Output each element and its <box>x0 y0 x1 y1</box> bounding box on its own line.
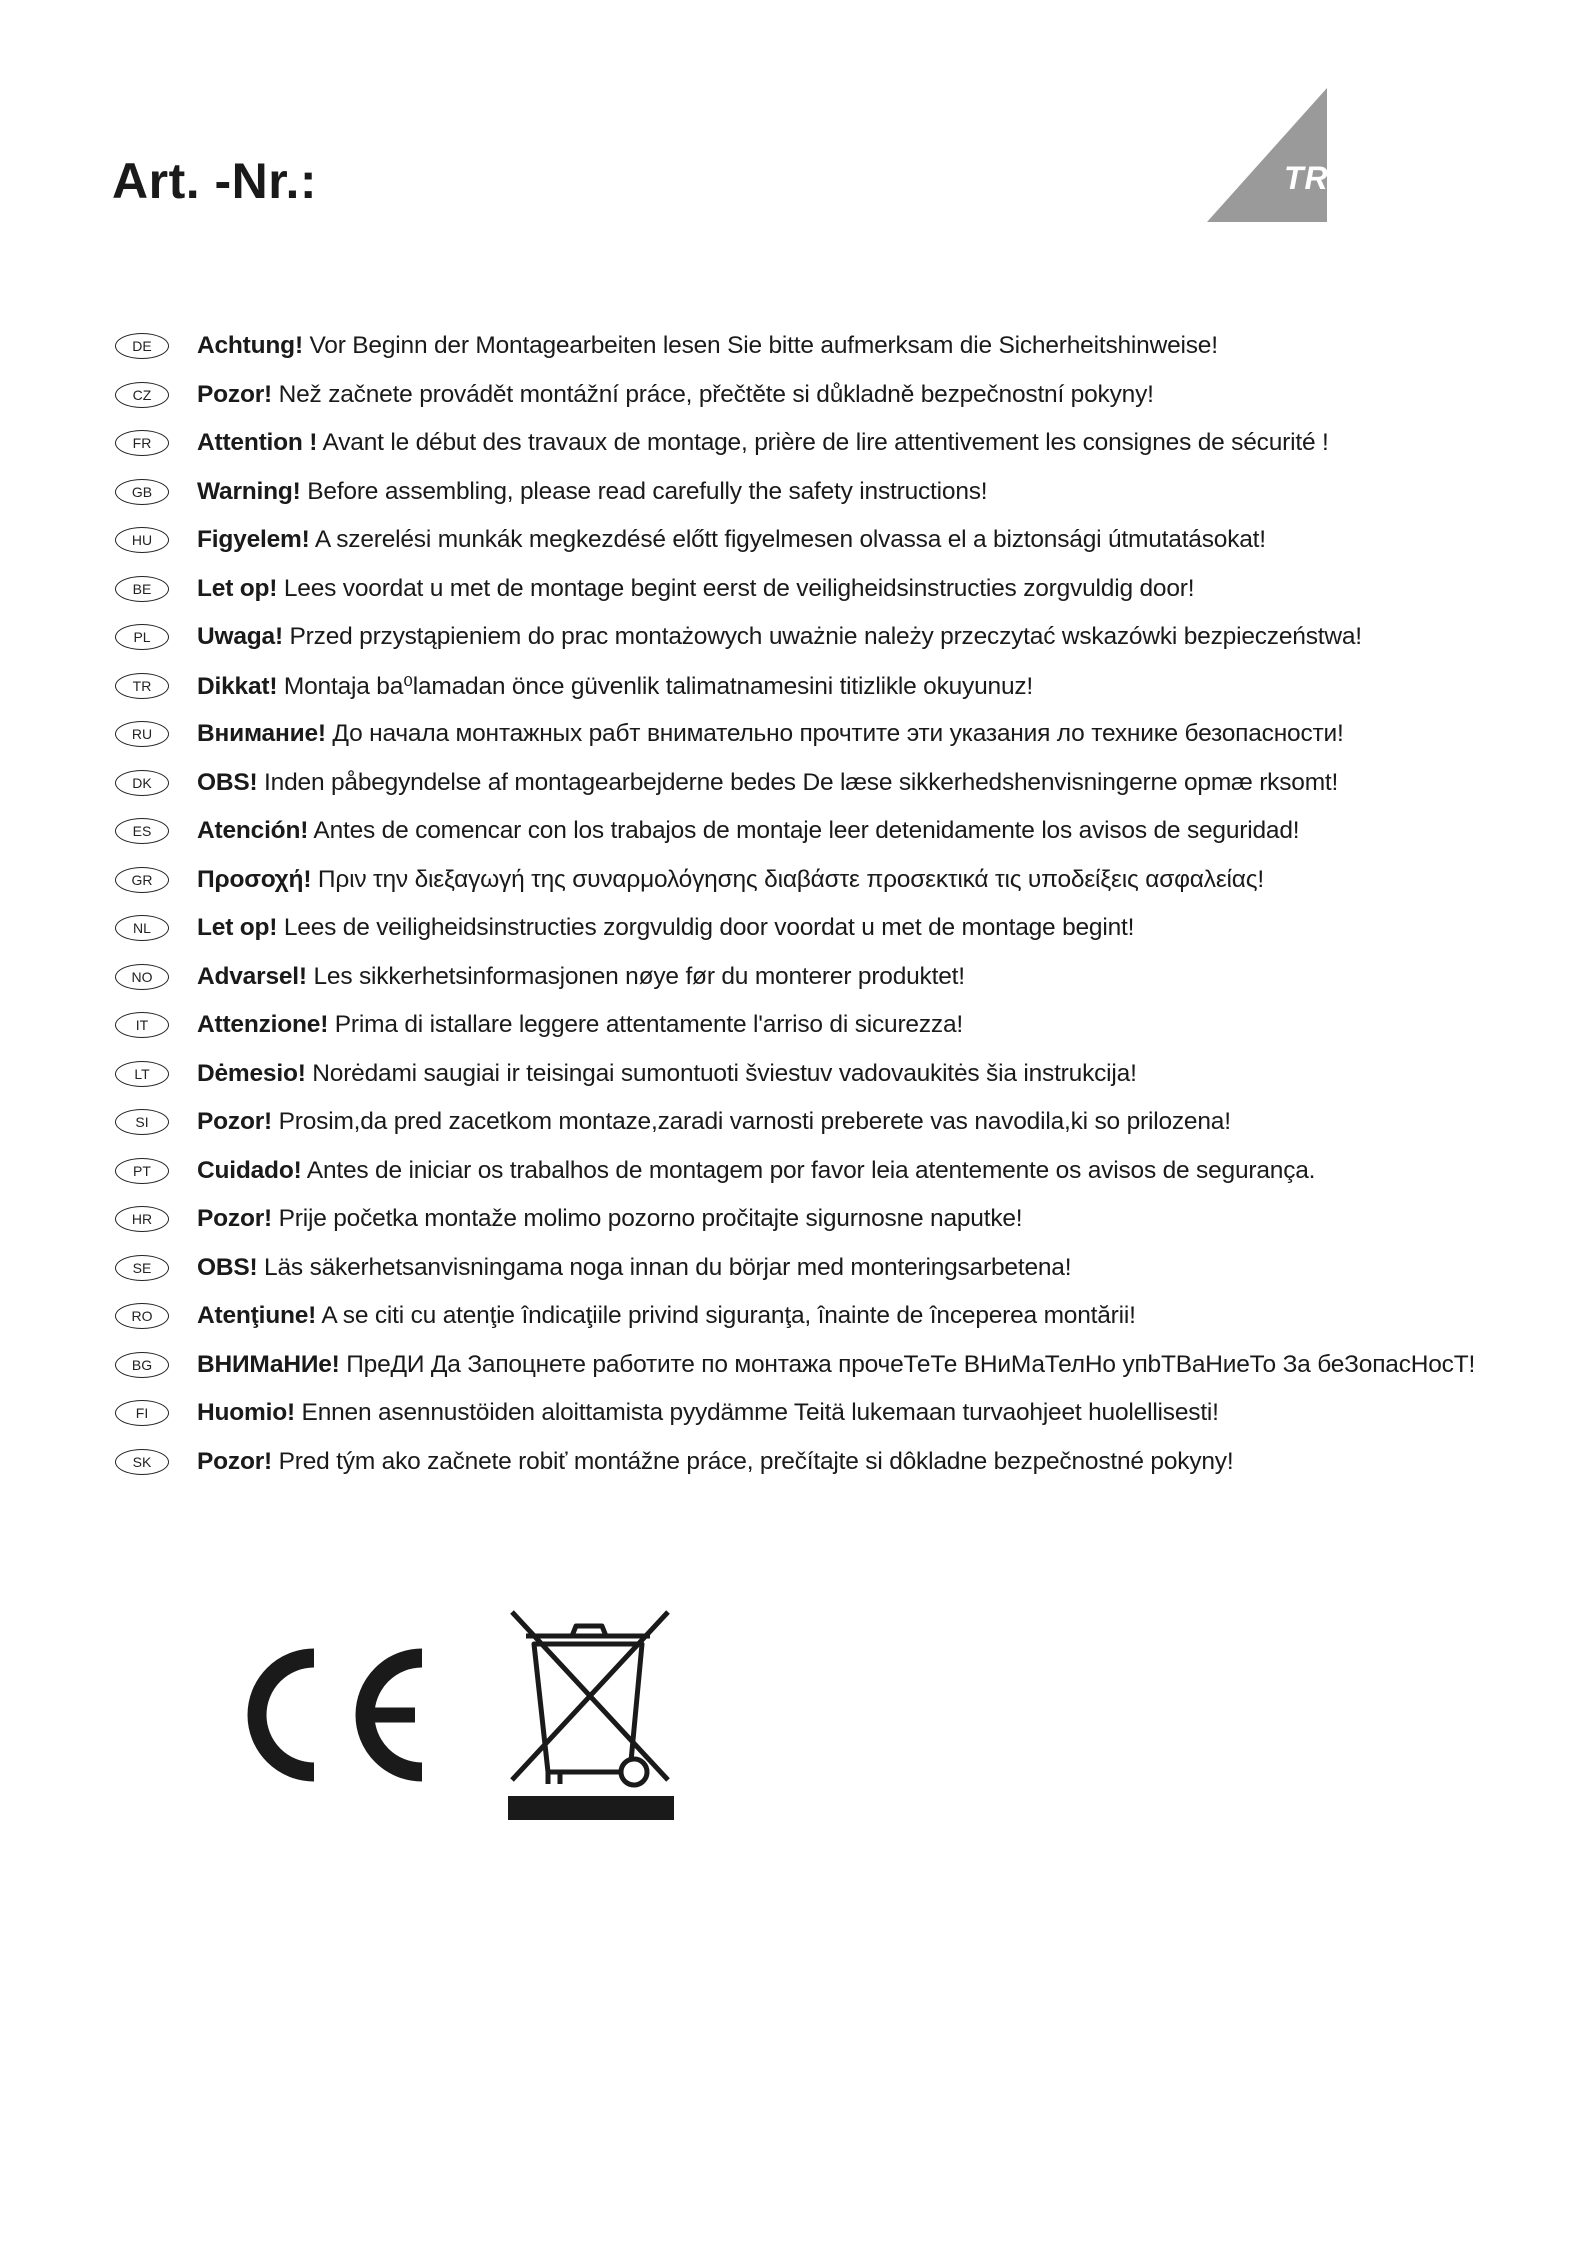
warning-body: Norėdami saugiai ir teisingai sumontuoti šviestuv vadovaukitės šia instrukcija! <box>305 1059 1137 1087</box>
warning-body: Pred tým ako začnete robiť montážne práce, prečítajte si dôkladne bezpečnostné pokyny! <box>272 1447 1234 1475</box>
warning-heading: Внимание! <box>197 720 326 748</box>
warning-body: Prije početka montaže molimo pozorno pročitajte sigurnosne naputke! <box>272 1205 1023 1233</box>
warning-heading: Atenţiune! <box>197 1302 317 1330</box>
warning-heading: Achtung! <box>197 332 303 360</box>
warning-row-lt <box>115 1050 1475 1099</box>
warning-heading: Let op! <box>197 914 278 942</box>
language-badge: HU <box>115 527 169 553</box>
warning-body: ПреДИ Да Запоцнете работите по монтажа прочеТеТе ВНиМаТелНо упbТВаНиеТо За беЗопасНосТ! <box>339 1350 1476 1378</box>
warning-row-gb <box>115 468 1475 517</box>
trio-triangle-icon <box>1205 86 1335 226</box>
language-badge: BE <box>115 576 169 602</box>
warning-text <box>197 1254 1071 1282</box>
warning-text <box>197 671 1033 701</box>
language-badge: FR <box>115 430 169 456</box>
language-badge: NL <box>115 915 169 941</box>
warning-body: Lees voordat u met de montage begint eerst de veiligheidsinstructies zorgvuldig door! <box>277 574 1195 602</box>
warning-body: Prima di istallare leggere attentamente l'arriso di sicurezza! <box>328 1011 963 1039</box>
warning-heading: Dėmesio! <box>197 1059 306 1087</box>
warning-row-bg <box>115 1341 1475 1390</box>
trio-logo <box>1205 86 1335 226</box>
warning-heading: Pozor! <box>197 380 273 408</box>
warning-text <box>197 1060 1137 1088</box>
warning-row-fr <box>115 419 1475 468</box>
warning-heading: Uwaga! <box>197 623 283 651</box>
warning-row-sk <box>115 1438 1475 1487</box>
warning-heading: Atención! <box>197 817 309 845</box>
warning-text <box>197 1108 1231 1136</box>
language-badge: GB <box>115 479 169 505</box>
warning-text <box>197 1205 1022 1233</box>
safety-warning-list <box>115 322 1475 1486</box>
warning-row-hr <box>115 1195 1475 1244</box>
brand-name: TRIO <box>1284 160 1365 196</box>
warning-heading: Dikkat! <box>197 672 278 700</box>
language-badge: TR <box>115 673 169 699</box>
warning-heading: Huomio! <box>197 1399 295 1427</box>
warning-body: A szerelési munkák megkezdésé előtt figyelmesen olvassa el a biztonsági útmutatásokat! <box>309 526 1266 554</box>
warning-body: Ennen asennustöiden aloittamista pyydämme Teitä lukemaan turvaohjeet huolellisesti! <box>294 1399 1219 1427</box>
language-badge: SK <box>115 1449 169 1475</box>
warning-body: Inden påbegyndelse af montagearbejderne bedes De læse sikkerhedshenvisningerne opmæ rksomt! <box>257 768 1339 796</box>
warning-heading: OBS! <box>197 1253 258 1281</box>
warning-text <box>197 817 1299 845</box>
warning-heading: Let op! <box>197 574 278 602</box>
warning-row-fi <box>115 1389 1475 1438</box>
warning-row-se <box>115 1244 1475 1293</box>
warning-heading: Advarsel! <box>197 962 307 990</box>
warning-heading: Figyelem! <box>197 526 310 554</box>
warning-body: Lees de veiligheidsinstructies zorgvuldig door voordat u met de montage begint! <box>277 914 1135 942</box>
warning-text <box>197 1302 1136 1330</box>
language-badge: DK <box>115 770 169 796</box>
language-badge: SI <box>115 1109 169 1135</box>
crossed-out-wheelie-bin-icon <box>508 1600 680 1822</box>
warning-row-it <box>115 1001 1475 1050</box>
warning-row-pl <box>115 613 1475 662</box>
warning-body: Montaja ba⁰lamadan önce güvenlik talimatnamesini titizlikle okuyunuz! <box>277 672 1034 700</box>
warning-text <box>197 769 1338 797</box>
warning-row-no <box>115 953 1475 1002</box>
warning-text <box>197 1157 1315 1185</box>
warning-body: Läs säkerhetsanvisningama noga innan du börjar med monteringsarbetena! <box>257 1253 1072 1281</box>
language-badge: PL <box>115 624 169 650</box>
warning-heading: Attention ! <box>197 429 318 457</box>
warning-text <box>197 1011 963 1039</box>
compliance-symbols <box>230 1600 690 1820</box>
warning-text <box>197 866 1264 894</box>
language-badge: BG <box>115 1352 169 1378</box>
warning-row-es <box>115 807 1475 856</box>
warning-body: Πριν την διεξαγωγή της συναρμολόγησης διαβάστε προσεκτικά τις υποδείξεις ασφαλείας! <box>311 865 1264 893</box>
warning-row-hu <box>115 516 1475 565</box>
warning-text <box>197 720 1344 748</box>
language-badge: DE <box>115 333 169 359</box>
language-badge: RO <box>115 1303 169 1329</box>
language-badge: LT <box>115 1061 169 1087</box>
ce-mark-icon <box>230 1640 435 1790</box>
warning-row-ro <box>115 1292 1475 1341</box>
warning-body: Prosim,da pred zacetkom montaze,zaradi varnosti preberete vas navodila,ki so prilozena! <box>272 1108 1231 1136</box>
warning-text <box>197 1399 1219 1427</box>
language-badge: IT <box>115 1012 169 1038</box>
warning-text <box>197 332 1218 360</box>
warning-body: До начала монтажных рабт внимательно прочтите эти указания ло технике безопасности! <box>325 720 1344 748</box>
warning-body: Before assembling, please read carefully the safety instructions! <box>300 477 988 505</box>
warning-heading: Attenzione! <box>197 1011 329 1039</box>
warning-row-nl <box>115 904 1475 953</box>
warning-heading: Warning! <box>197 477 301 505</box>
warning-text <box>197 1351 1475 1379</box>
warning-heading: Cuidado! <box>197 1156 302 1184</box>
warning-text <box>197 623 1362 651</box>
warning-row-cz <box>115 371 1475 420</box>
language-badge: RU <box>115 721 169 747</box>
warning-text <box>197 1448 1233 1476</box>
warning-heading: Προσοχή! <box>197 865 312 893</box>
warning-body: Než začnete provádět montážní práce, přečtěte si důkladně bezpečnostní pokyny! <box>272 380 1154 408</box>
warning-heading: Pozor! <box>197 1205 273 1233</box>
warning-text <box>197 478 987 506</box>
warning-heading: ВНИМаНИе! <box>197 1350 340 1378</box>
warning-heading: Pozor! <box>197 1108 273 1136</box>
warning-row-de <box>115 322 1475 371</box>
warning-row-si <box>115 1098 1475 1147</box>
warning-body: Antes de iniciar os trabalhos de montagem por favor leia atentemente os avisos de segurança. <box>301 1156 1316 1184</box>
language-badge: GR <box>115 867 169 893</box>
page-title: Art. -Nr.: <box>112 153 317 209</box>
warning-heading: OBS! <box>197 768 258 796</box>
warning-text <box>197 914 1134 942</box>
warning-text <box>197 575 1194 603</box>
language-badge: PT <box>115 1158 169 1184</box>
warning-heading: Pozor! <box>197 1447 273 1475</box>
warning-body: Avant le début des travaux de montage, prière de lire attentivement les consignes de sécurité ! <box>317 429 1329 457</box>
language-badge: NO <box>115 964 169 990</box>
language-badge: ES <box>115 818 169 844</box>
warning-body: Les sikkerhetsinformasjonen nøye før du monterer produktet! <box>306 962 965 990</box>
warning-text <box>197 381 1154 409</box>
language-badge: CZ <box>115 382 169 408</box>
warning-body: A se citi cu atenţie îndicaţiile privind siguranţa, înainte de începerea montării! <box>316 1302 1136 1330</box>
warning-row-ru <box>115 710 1475 759</box>
warning-row-be <box>115 565 1475 614</box>
warning-text <box>197 429 1329 457</box>
warning-row-pt <box>115 1147 1475 1196</box>
language-badge: HR <box>115 1206 169 1232</box>
warning-body: Przed przystąpieniem do prac montażowych uważnie należy przeczytać wskazówki bezpieczeństwa! <box>282 623 1362 651</box>
warning-row-gr <box>115 856 1475 905</box>
warning-body: Antes de comencar con los trabajos de montaje leer detenidamente los avisos de seguridad! <box>308 817 1300 845</box>
warning-text <box>197 526 1266 554</box>
warning-row-tr <box>115 662 1475 711</box>
warning-text <box>197 963 965 991</box>
language-badge: SE <box>115 1255 169 1281</box>
warning-body: Vor Beginn der Montagearbeiten lesen Sie bitte aufmerksam die Sicherheitshinweise! <box>302 332 1218 360</box>
language-badge: FI <box>115 1400 169 1426</box>
warning-row-dk <box>115 759 1475 808</box>
